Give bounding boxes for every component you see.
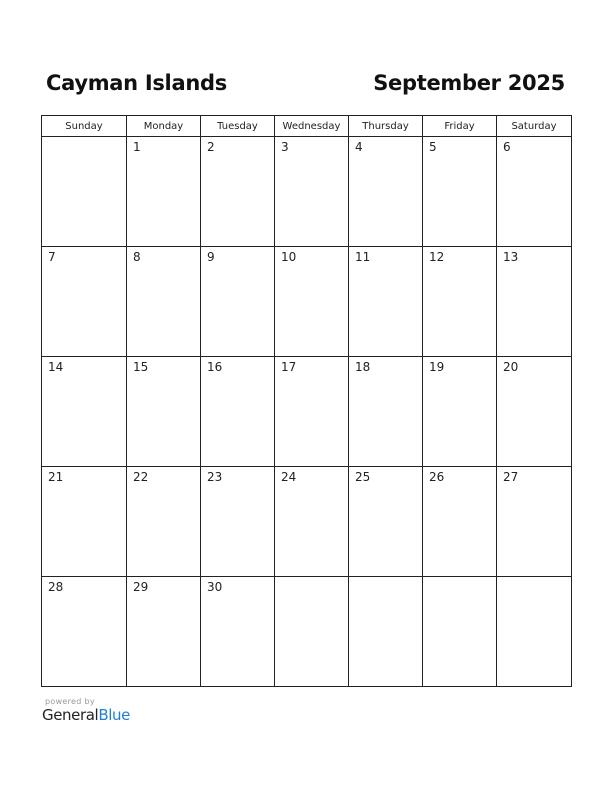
day-cell: [423, 247, 497, 357]
day-cell: [127, 577, 201, 687]
day-cell: [349, 467, 423, 577]
day-number: [497, 577, 571, 580]
day-cell: [497, 577, 572, 687]
day-number: 29: [133, 580, 149, 594]
day-number: 4: [355, 140, 363, 154]
day-number: 30: [207, 580, 223, 594]
powered-by-label: powered by: [45, 697, 95, 706]
month-year-title: September 2025: [373, 71, 565, 95]
weekday-header: Saturday: [497, 116, 572, 137]
day-cell: [497, 357, 572, 467]
day-number: 19: [429, 360, 445, 374]
day-cell: [201, 357, 275, 467]
day-cell: [127, 467, 201, 577]
day-number: 26: [429, 470, 445, 484]
day-cell: [423, 137, 497, 247]
day-cell: [275, 247, 349, 357]
day-cell: [497, 467, 572, 577]
country-title: Cayman Islands: [46, 71, 227, 95]
day-number: [423, 577, 496, 580]
day-cell: [201, 577, 275, 687]
day-number: [42, 137, 126, 140]
weekday-header: Sunday: [42, 116, 127, 137]
day-number: 22: [133, 470, 149, 484]
day-cell: [423, 357, 497, 467]
brand-name-blue: Blue: [98, 706, 130, 724]
weekday-header-row: [42, 116, 572, 137]
week-row: [42, 357, 572, 467]
day-cell: [349, 577, 423, 687]
day-number: 3: [281, 140, 289, 154]
weekday-header: Tuesday: [201, 116, 275, 137]
day-number: [349, 577, 422, 580]
day-number: 18: [355, 360, 371, 374]
day-number: 8: [133, 250, 141, 264]
day-number: 17: [281, 360, 297, 374]
week-row: [42, 577, 572, 687]
day-cell: [349, 247, 423, 357]
day-cell: [201, 467, 275, 577]
brand-name-general: General: [42, 706, 99, 724]
day-cell: [127, 137, 201, 247]
day-cell: [349, 137, 423, 247]
day-number: 10: [281, 250, 297, 264]
day-cell: [275, 357, 349, 467]
generalblue-logo[interactable]: [42, 706, 130, 724]
day-number: 6: [503, 140, 511, 154]
day-cell: [42, 467, 127, 577]
day-number: 15: [133, 360, 149, 374]
day-cell: [42, 247, 127, 357]
day-number: 9: [207, 250, 215, 264]
day-cell: [497, 137, 572, 247]
weekday-header: Monday: [127, 116, 201, 137]
calendar-grid: [41, 115, 572, 687]
day-cell: [275, 467, 349, 577]
day-cell: [201, 247, 275, 357]
day-cell: [423, 577, 497, 687]
week-row: [42, 467, 572, 577]
day-cell: [127, 357, 201, 467]
day-cell: [275, 577, 349, 687]
day-number: 27: [503, 470, 519, 484]
day-number: 20: [503, 360, 519, 374]
day-cell: [275, 137, 349, 247]
day-number: 1: [133, 140, 141, 154]
weekday-header: Wednesday: [275, 116, 349, 137]
day-cell: [423, 467, 497, 577]
day-number: 12: [429, 250, 445, 264]
day-number: 5: [429, 140, 437, 154]
day-number: 14: [48, 360, 64, 374]
day-number: 2: [207, 140, 215, 154]
day-number: [275, 577, 348, 580]
day-cell: [349, 357, 423, 467]
day-cell: [201, 137, 275, 247]
week-row: [42, 137, 572, 247]
day-cell: [42, 577, 127, 687]
day-number: 7: [48, 250, 56, 264]
day-cell: [42, 357, 127, 467]
day-cell: [42, 137, 127, 247]
day-number: 21: [48, 470, 64, 484]
weekday-header: Thursday: [349, 116, 423, 137]
day-cell: [497, 247, 572, 357]
day-number: 28: [48, 580, 64, 594]
day-number: 16: [207, 360, 223, 374]
day-number: 11: [355, 250, 371, 264]
day-number: 23: [207, 470, 223, 484]
day-number: 13: [503, 250, 519, 264]
day-number: 25: [355, 470, 371, 484]
footer-branding: [42, 697, 130, 724]
day-cell: [127, 247, 201, 357]
week-row: [42, 247, 572, 357]
weekday-header: Friday: [423, 116, 497, 137]
day-number: 24: [281, 470, 297, 484]
